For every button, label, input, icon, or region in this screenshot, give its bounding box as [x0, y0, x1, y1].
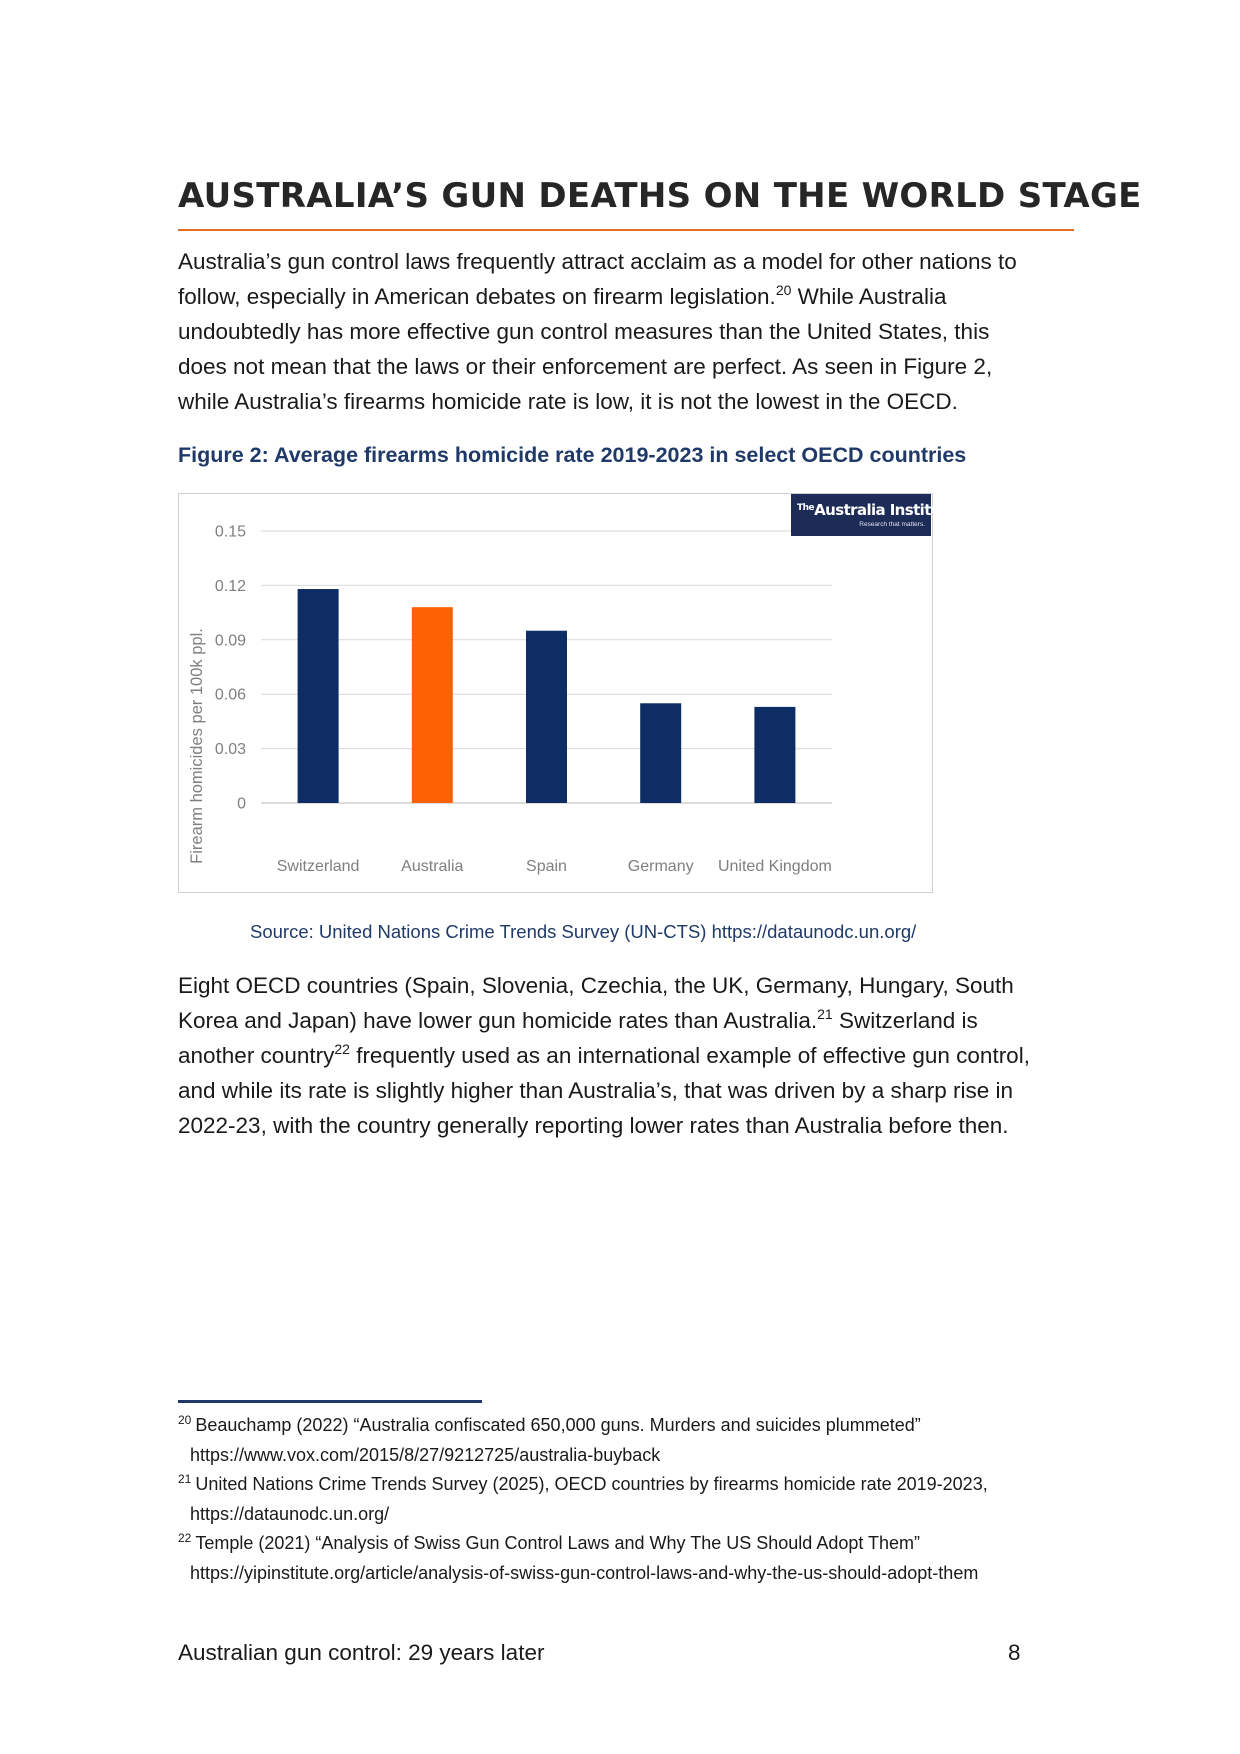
bar-chart [178, 493, 957, 893]
footnote-number: 22 [178, 1531, 192, 1545]
figure-source: Source: United Nations Crime Trends Survey (UN-CTS) https://dataunodc.un.org/ [250, 921, 917, 942]
bars [298, 589, 796, 803]
paragraph-line: Eight OECD countries (Spain, Slovenia, Czechia, the UK, Germany, Hungary, South [178, 973, 1014, 998]
footnotes [178, 1411, 1128, 1588]
footnote-separator [178, 1400, 482, 1403]
footnote-ref-20[interactable]: 20 [775, 282, 792, 298]
footnote-number: 21 [178, 1472, 192, 1486]
section-heading: AUSTRALIA’S GUN DEATHS ON THE WORLD STAGE [178, 176, 1142, 216]
footnote-ref-22[interactable]: 22 [334, 1041, 350, 1057]
paragraph-line: while Australia’s firearms homicide rate is low, it is not the lowest in the OECD. [178, 389, 958, 414]
heading-underline [178, 229, 1074, 231]
paragraph-line: Korea and Japan) have lower gun homicide rates than Australia.$^{21}$ Switzerland is [178, 1006, 978, 1033]
figure-caption: Figure 2: Average firearms homicide rate 2019-2023 in select OECD countries [178, 443, 967, 467]
footnote-link[interactable]: https://dataunodc.un.org/ [190, 1503, 390, 1524]
footnote-20: $^{20}$ Beauchamp (2022) “Australia confiscated 650,000 guns. Murders and suicides plummeted” https://www.vox.com/2015/8/27/9212725/australia-buyback [178, 1411, 1128, 1470]
footnote-22: $^{22}$ Temple (2021) “Analysis of Swiss Gun Control Laws and Why The US Should Adopt Them” https://yipinstitute.org/article/analysis-of-swiss-gun-control-laws-and-why-the-us-should-adopt-them [178, 1529, 1128, 1588]
y-tick-label: 0.03 [214, 741, 246, 759]
footnote-21: $^{21}$ United Nations Crime Trends Survey (2025), OECD countries by firearms homicide rate 2019-2023, https://dataunodc.un.org/ [178, 1470, 1128, 1529]
x-tick-label: Spain [526, 858, 567, 875]
chart-canvas [179, 494, 934, 894]
y-tick-label: 0.15 [214, 523, 246, 541]
y-tick-label: 0.12 [214, 577, 246, 595]
bar-australia [412, 607, 453, 803]
bar-united-kingdom [754, 707, 795, 803]
x-tick-label: Australia [401, 858, 464, 875]
bar-switzerland [298, 589, 339, 803]
bar-germany [640, 703, 681, 803]
y-tick-label: 0 [237, 795, 246, 813]
paragraph-line: follow, especially in American debates on firearm legislation.$^{20}$ While Australia [178, 282, 947, 309]
x-tick-label: Switzerland [276, 858, 360, 875]
footnote-link[interactable]: https://www.vox.com/2015/8/27/9212725/australia-buyback [190, 1444, 661, 1465]
australia-institute-logo: $^{The}$Australia Institute Research that matters. [791, 494, 931, 536]
paragraph-line: undoubtedly has more effective gun control measures than the United States, this [178, 319, 990, 344]
paragraph-line: does not mean that the laws or their enforcement are perfect. As seen in Figure 2, [178, 354, 993, 379]
y-axis-label: Firearm homicides per 100k ppl. [188, 628, 206, 864]
paragraph-line: 2022-23, with the country generally reporting lower rates than Australia before then. [178, 1113, 1009, 1138]
y-tick-label: 0.06 [214, 686, 246, 704]
bar-spain [526, 631, 567, 803]
y-tick-label: 0.09 [214, 632, 246, 650]
footnote-ref-21[interactable]: 21 [817, 1006, 833, 1022]
footnote-number: 20 [178, 1413, 192, 1427]
x-tick-label: Germany [627, 858, 694, 875]
footer-title: Australian gun control: 29 years later [178, 1640, 545, 1665]
footnote-link[interactable]: https://yipinstitute.org/article/analysis-of-swiss-gun-control-laws-and-why-the-us-should-adopt-them [190, 1562, 979, 1583]
intro-paragraph [178, 244, 1078, 419]
paragraph-line: another country$^{22}$ frequently used as an international example of effective gun control, [178, 1041, 1030, 1068]
body-paragraph [178, 968, 1078, 1143]
paragraph-line: and while its rate is slightly higher than Australia’s, that was driven by a sharp rise in [178, 1078, 1014, 1103]
paragraph-line: Australia’s gun control laws frequently attract acclaim as a model for other nations to [178, 249, 1017, 274]
page-number: 8 [1008, 1640, 1021, 1665]
x-tick-label: United Kingdom [717, 858, 832, 875]
